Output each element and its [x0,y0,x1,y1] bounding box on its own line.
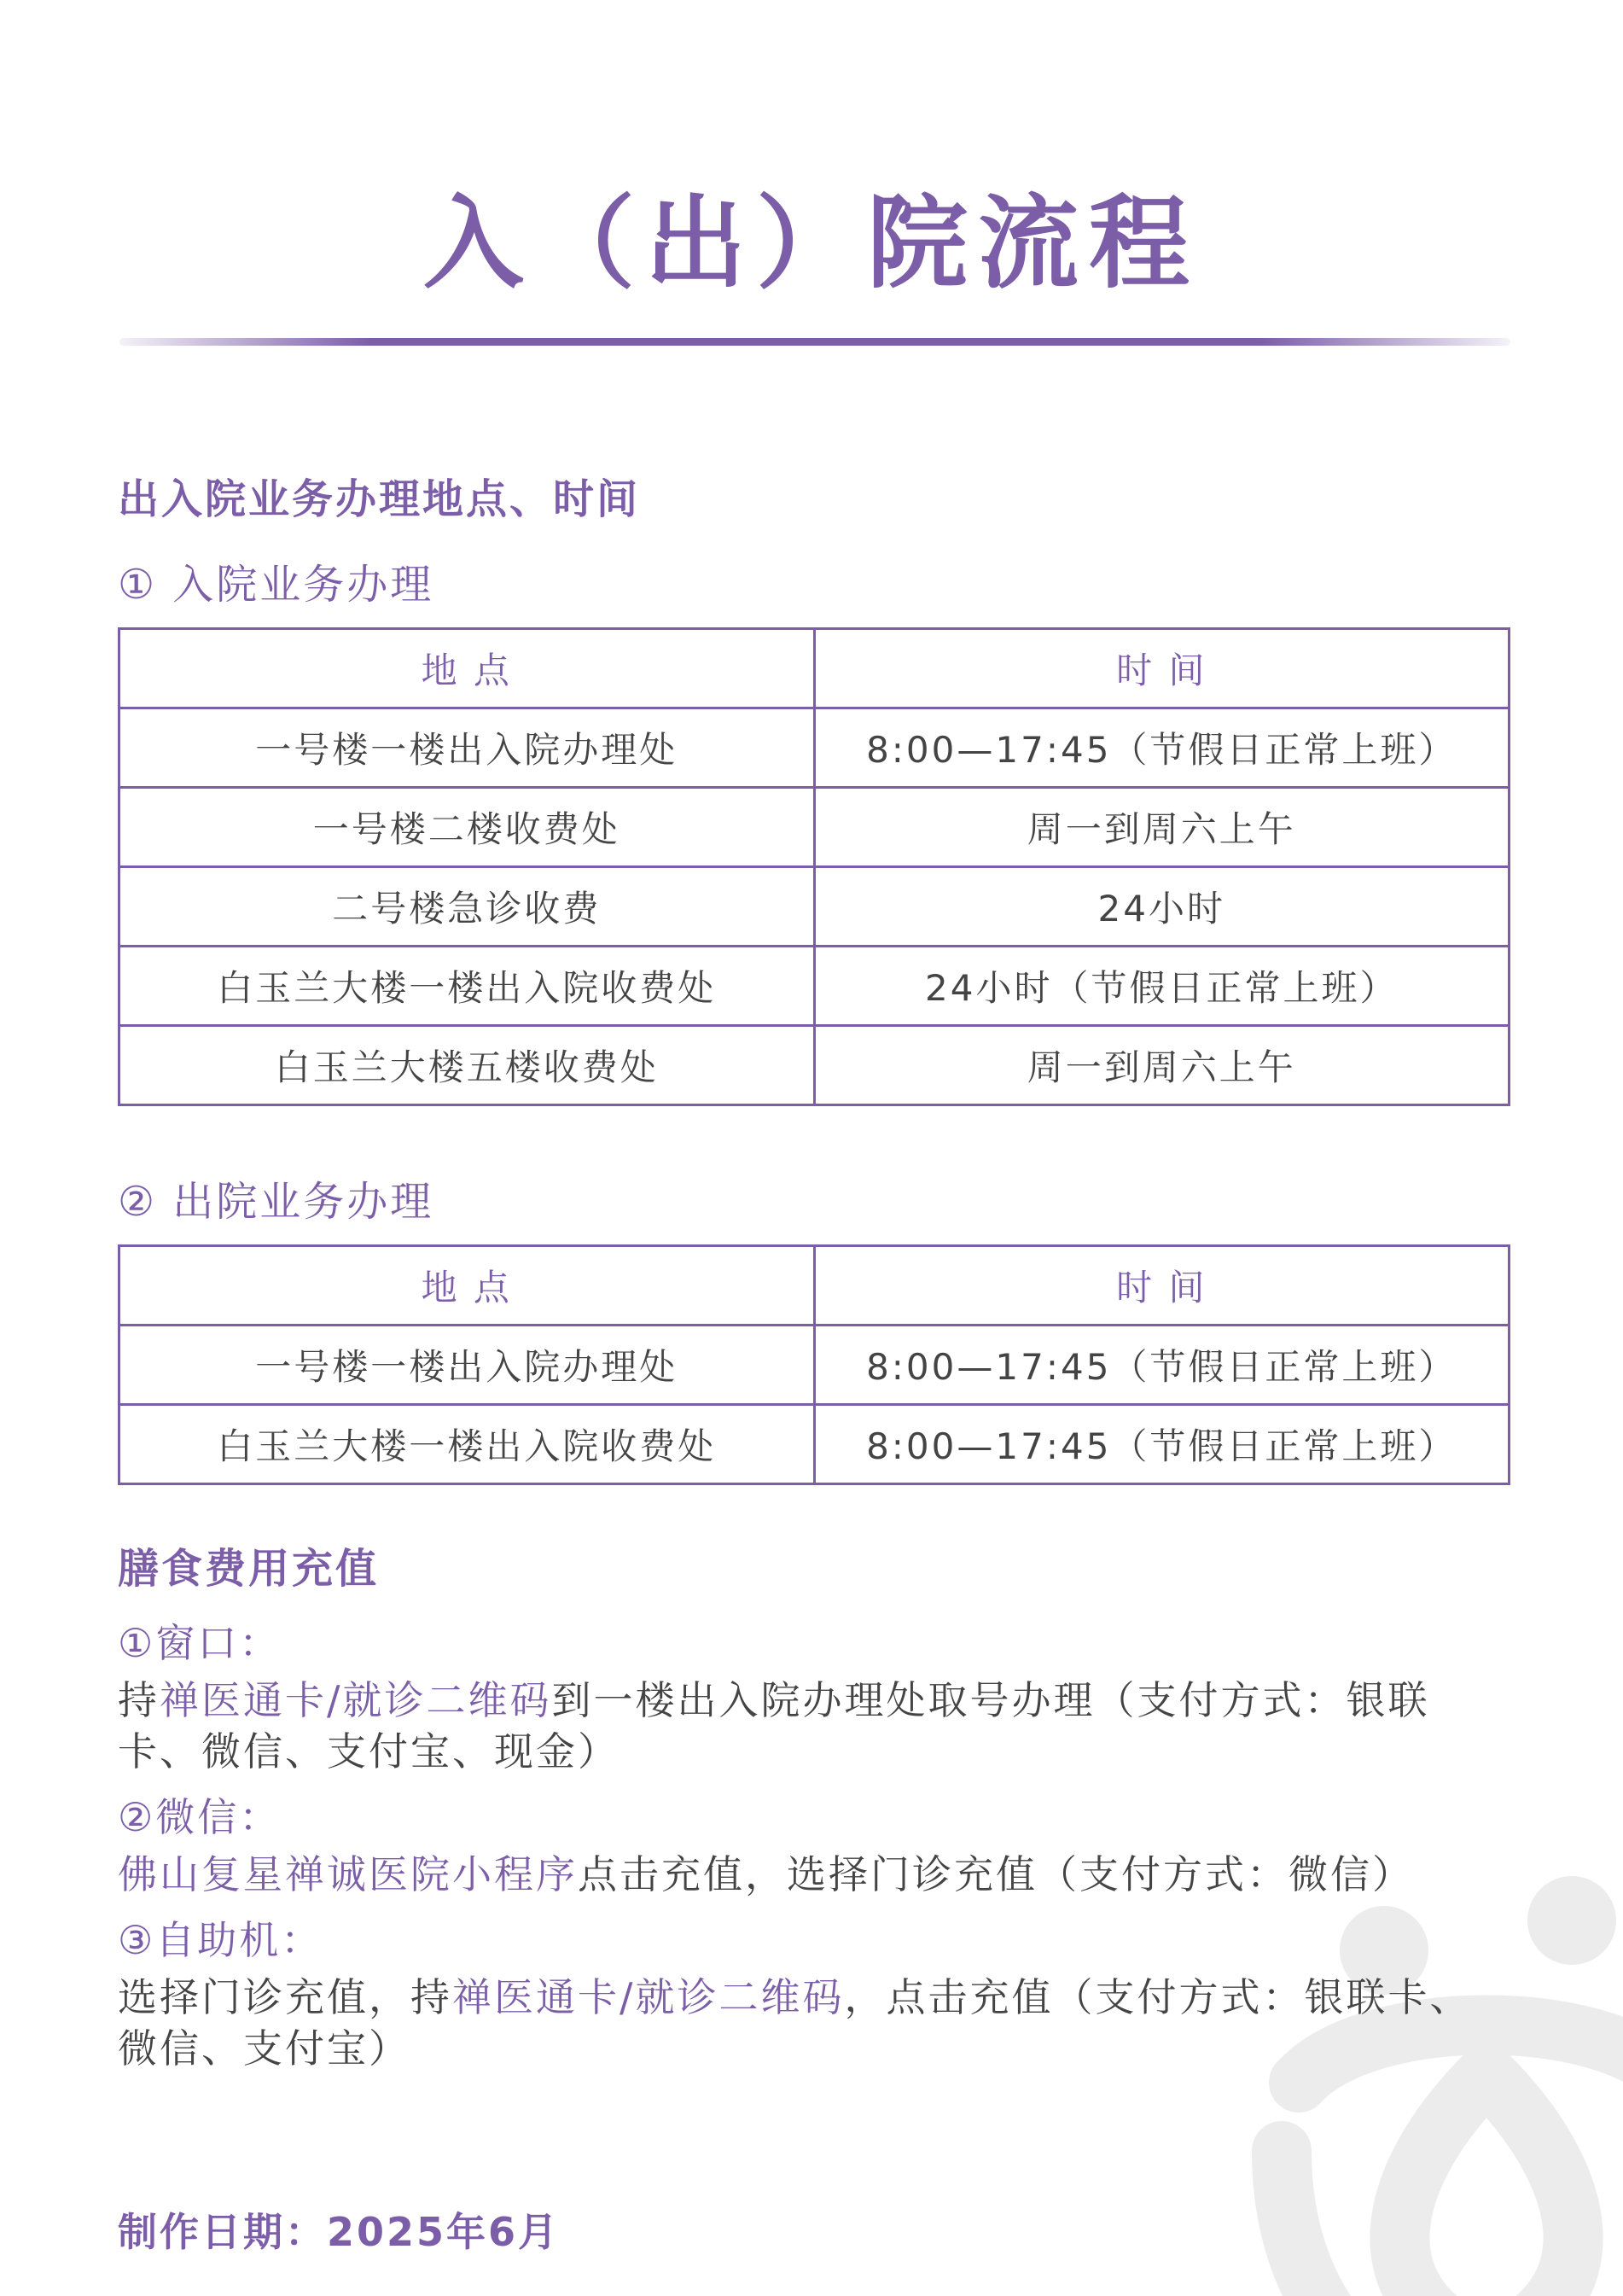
meal-wechat-label: ②微信： [118,1794,282,1840]
discharge-table [118,1244,1510,1485]
table-row [119,1405,1510,1484]
admission-subheading: ① 入院业务办理 [118,561,434,609]
time-cell: 8:00—17:45（节假日正常上班） [814,1326,1510,1405]
location-cell: 白玉兰大楼一楼出入院收费处 [119,947,815,1026]
section-heading-meal: 膳食费用充值 [118,1545,380,1593]
table-row [119,867,1510,947]
card-qrcode-highlight: 禅医通卡/就诊二维码 [452,1974,845,2020]
meal-window-label: ①窗口： [118,1620,282,1666]
table-header-row [119,629,1510,708]
card-qrcode-highlight: 禅医通卡/就诊二维码 [160,1677,552,1723]
mini-program-highlight: 佛山复星禅诚医院小程序 [118,1851,578,1897]
time-cell: 24小时（节假日正常上班） [814,947,1510,1026]
column-header-location: 地 点 [119,1246,815,1326]
meal-kiosk-label: ③自助机： [118,1917,323,1963]
kiosk-rest: ，点击充值（支付方式：银联卡、微信、支付宝） [118,1974,1472,2072]
section-heading-location-time: 出入院业务办理地点、时间 [118,475,641,523]
time-cell: 8:00—17:45（节假日正常上班） [814,1405,1510,1484]
table-row [119,1326,1510,1405]
meal-wechat-text [118,1849,1510,1900]
column-header-time: 时 间 [814,1246,1510,1326]
location-cell: 二号楼急诊收费 [119,867,815,947]
main-content [118,465,1510,2074]
meal-window-text [118,1675,1510,1777]
discharge-subheading: ② 出院业务办理 [118,1178,434,1226]
time-cell: 8:00—17:45（节假日正常上班） [814,708,1510,788]
table-row [119,788,1510,867]
location-cell: 一号楼二楼收费处 [119,788,815,867]
title-divider [119,338,1510,346]
page-title: 入（出）院流程 [422,184,1200,302]
column-header-location: 地 点 [119,629,815,708]
time-cell: 24小时 [814,867,1510,947]
admission-table [118,627,1510,1106]
table-row [119,708,1510,788]
location-cell: 一号楼一楼出入院办理处 [119,1326,815,1405]
location-cell: 白玉兰大楼一楼出入院收费处 [119,1405,815,1484]
window-prefix: 持 [118,1677,160,1723]
time-cell: 周一到周六上午 [814,1026,1510,1105]
window-rest: 到一楼出入院办理处取号办理（支付方式：银联卡、微信、支付宝、现金） [118,1677,1430,1774]
location-cell: 白玉兰大楼五楼收费处 [119,1026,815,1105]
table-row [119,1026,1510,1105]
table-header-row [119,1246,1510,1326]
meal-kiosk-text [118,1972,1510,2074]
table-row [119,947,1510,1026]
column-header-time: 时 间 [814,629,1510,708]
wechat-rest: 点击充值，选择门诊充值（支付方式：微信） [578,1851,1414,1897]
location-cell: 一号楼一楼出入院办理处 [119,708,815,788]
kiosk-prefix: 选择门诊充值，持 [118,1974,452,2020]
time-cell: 周一到周六上午 [814,788,1510,867]
production-date: 制作日期：2025年6月 [118,2209,561,2255]
